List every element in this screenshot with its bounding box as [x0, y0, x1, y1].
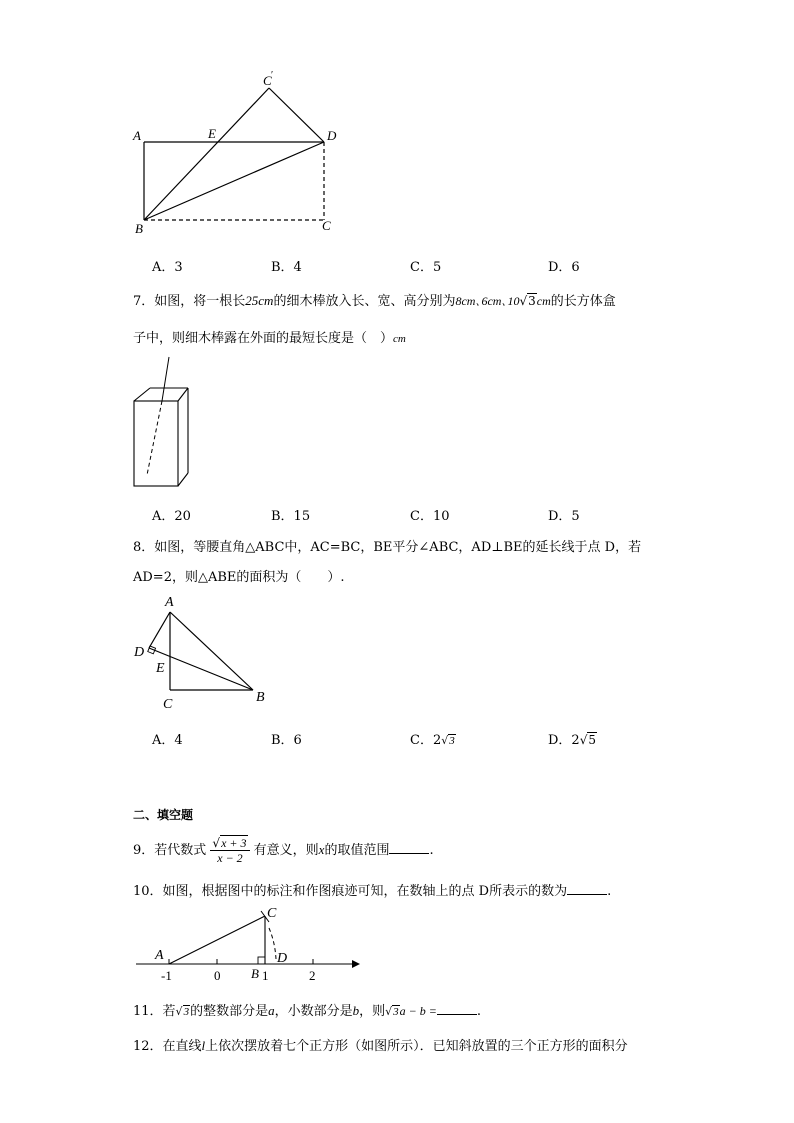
- q9-answer-blank[interactable]: [389, 841, 429, 854]
- label-e: E: [208, 126, 216, 141]
- q7-text-line2: 子中，则细木棒露在外面的最短长度是（ ）: [133, 331, 394, 346]
- q7-option-d[interactable]: D．5: [548, 509, 580, 524]
- label-b: B: [135, 221, 143, 236]
- q10-text: 10．如图，根据图中的标注和作图痕迹可知，在数轴上的点 D所表示的数为: [133, 884, 568, 899]
- label-c: C: [322, 218, 331, 233]
- q11-expr-radicand: 3: [393, 1006, 399, 1018]
- q11-end: .: [476, 1004, 481, 1019]
- q11-answer-blank[interactable]: [437, 1002, 477, 1015]
- q8-option-c-radicand: 3: [449, 735, 455, 747]
- q10-tick-minus1: -1: [161, 968, 172, 982]
- q10-label-a: A: [155, 948, 164, 963]
- q7-text-c: 的长方体盒: [550, 294, 616, 309]
- q7-question-line1: 7．如图，将一根长25cm的细木棒放入长、宽、高分别为8cm､6cm､10√3cm的长方体盒: [133, 293, 616, 309]
- q7-text-a: 7．如图，将一根长: [133, 294, 246, 309]
- q10-answer-blank[interactable]: [567, 882, 607, 895]
- q8-option-d-prefix: D．2: [548, 733, 580, 748]
- q7-length: 25cm: [245, 293, 274, 308]
- q8-label-c: C: [163, 697, 173, 712]
- q11-radicand: 3: [183, 1006, 190, 1018]
- q11-b: b: [352, 1003, 360, 1018]
- q8-option-d-radicand: 5: [588, 733, 596, 747]
- q10-end: .: [607, 884, 612, 899]
- q8-option-c[interactable]: C．2√3: [410, 733, 455, 748]
- q9-denominator: x − 2: [217, 851, 243, 865]
- q6-option-b[interactable]: B．4: [271, 260, 302, 275]
- label-prime: ′: [271, 70, 274, 81]
- q8-label-d: D: [134, 645, 145, 660]
- q9-var: x: [318, 842, 325, 857]
- q10-label-c: C: [267, 906, 277, 921]
- q12-line-var: l: [201, 1038, 206, 1053]
- label-c-prime: C: [263, 73, 272, 88]
- q11-a: a: [268, 1003, 275, 1018]
- q7-option-b[interactable]: B．15: [271, 509, 311, 524]
- q8-label-e: E: [156, 661, 165, 676]
- q9-suffix: 的取值范围: [324, 843, 390, 858]
- q9-end: .: [429, 843, 434, 858]
- figure-q6-rectangle-fold: [128, 68, 348, 238]
- q10-label-b: B: [251, 966, 259, 981]
- q9-question: [133, 836, 434, 865]
- figure-q10-number-line: [130, 902, 365, 982]
- q11-mid1: 的整数部分是: [190, 1004, 269, 1019]
- q7-radicand: 3: [528, 294, 536, 308]
- q9-numerator-radicand: x + 3: [221, 836, 247, 850]
- q11-mid3: ，则: [359, 1004, 386, 1019]
- q8-option-a[interactable]: A．4: [152, 733, 183, 748]
- q9-mid: 有意义，则: [253, 843, 319, 858]
- label-a: A: [133, 128, 141, 143]
- q8-option-d[interactable]: D．2√5: [548, 733, 596, 748]
- q8-question-line1: 8．如图，等腰直角△ABC中，AC=BC，BE平分∠ABC，AD⊥BE的延长线于点 D，若: [133, 540, 642, 555]
- q7-text-b: 的细木棒放入长、宽、高分别为: [273, 294, 456, 309]
- q10-question: [133, 880, 611, 899]
- q11-expr-tail: a − b =: [399, 1004, 437, 1018]
- q11-question: 11．若√3的整数部分是a，小数部分是b，则√3a − b = .: [133, 1003, 481, 1019]
- q12-text: 上依次摆放着七个正方形（如图所示）．已知斜放置的三个正方形的面积分: [205, 1039, 628, 1054]
- q9-prefix: 9．若代数式: [133, 843, 207, 858]
- q7-question-line2: [133, 327, 406, 346]
- q7-unit: cm: [536, 294, 551, 308]
- figure-q8-triangle: [128, 590, 278, 715]
- q8-question-line2: AD=2，则△ABE的面积为（ ）.: [133, 570, 345, 585]
- q12-prefix: 12．在直线: [133, 1039, 202, 1054]
- q7-unit2: cm: [393, 333, 406, 345]
- q8-label-b: B: [256, 690, 265, 705]
- q8-option-c-prefix: C．2: [410, 733, 442, 748]
- q9-fraction: $\frac{√x + 3}{x - 2}$: [210, 836, 249, 865]
- q10-label-d: D: [277, 951, 288, 966]
- q10-tick-0: 0: [214, 968, 221, 982]
- q6-option-d[interactable]: D．6: [548, 260, 580, 275]
- q11-mid2: ，小数部分是: [274, 1004, 353, 1019]
- label-d: D: [327, 128, 337, 143]
- q6-option-c[interactable]: C．5: [410, 260, 442, 275]
- q10-tick-2: 2: [309, 968, 316, 982]
- section-title-fill-in: 二、填空题: [133, 808, 194, 822]
- figure-q7-box-stick: [125, 355, 205, 495]
- q7-option-c[interactable]: C．10: [410, 509, 450, 524]
- q7-dims: 8cm､6cm､10: [455, 294, 520, 308]
- q8-label-a: A: [165, 595, 174, 610]
- q7-option-a[interactable]: A．20: [152, 509, 191, 524]
- q10-tick-1: 1: [262, 968, 269, 982]
- q6-option-a[interactable]: A．3: [152, 260, 183, 275]
- q12-question: [133, 1035, 628, 1054]
- q11-prefix: 11．若: [133, 1004, 176, 1019]
- q8-option-b[interactable]: B．6: [271, 733, 302, 748]
